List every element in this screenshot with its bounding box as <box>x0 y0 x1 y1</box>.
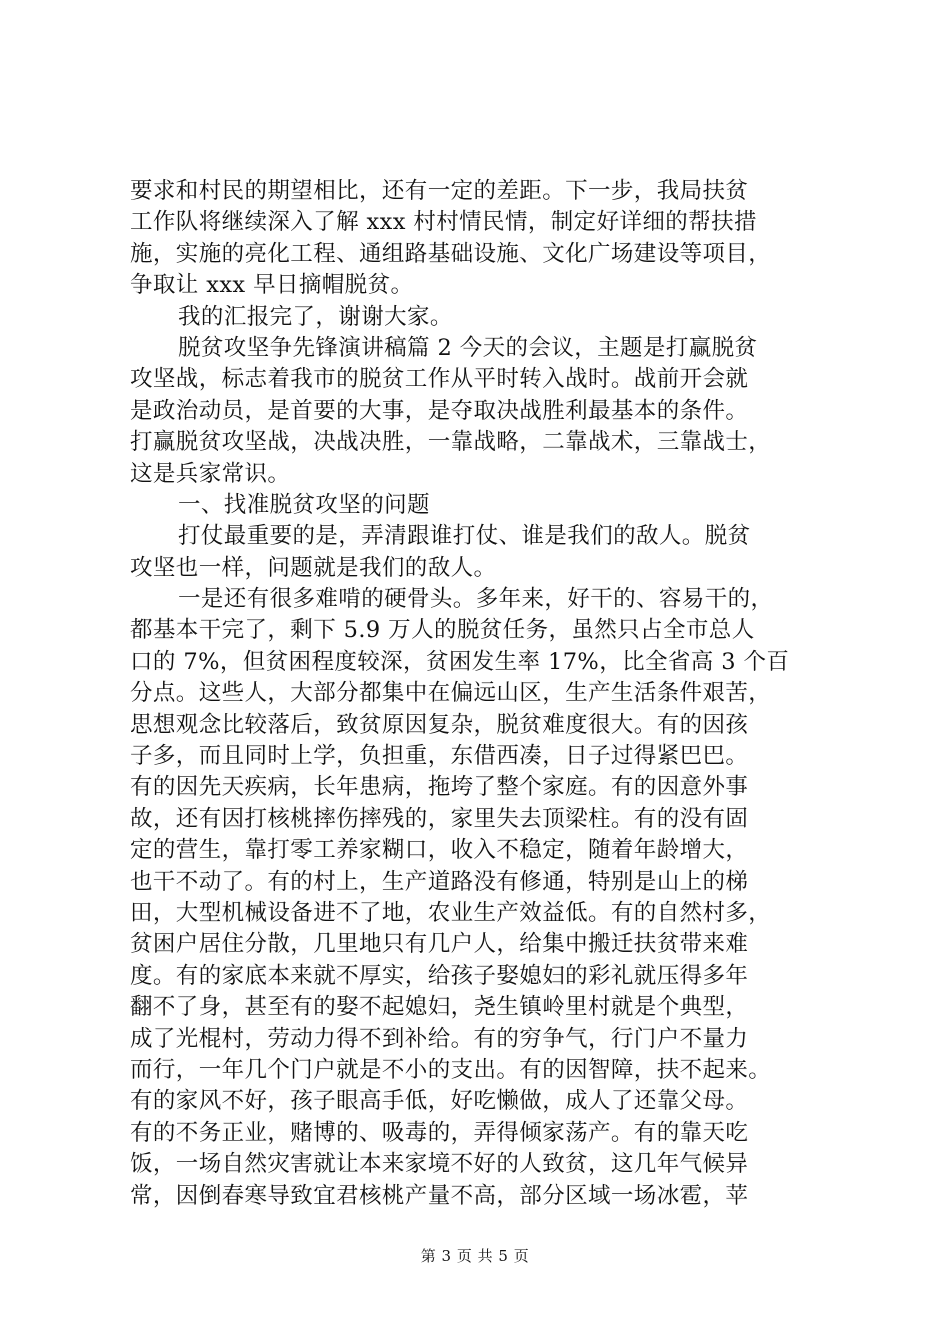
text-line: 定的营生，靠打零工养家糊口，收入不稳定，随着年龄增大， <box>130 837 749 864</box>
text-line: 田，大型机械设备进不了地，农业生产效益低。有的自然村多， <box>130 899 772 926</box>
text-line: 要求和村民的期望相比，还有一定的差距。下一步，我局扶贫 <box>130 178 749 204</box>
text-line: 脱贫攻坚争先锋演讲稿篇 2 今天的会议，主题是打赢脱贫 <box>178 334 758 361</box>
text-line: 成了光棍村，劳动力得不到补给。有的穷争气，行门户不量力 <box>130 1025 749 1052</box>
text-line: 思想观念比较落后，致贫原因复杂，脱贫难度很大。有的因孩 <box>130 711 749 738</box>
text-line: 也干不动了。有的村上，生产道路没有修通，特别是山上的梯 <box>130 868 749 895</box>
page-number-footer: 第 3 页 共 5 页 <box>420 1247 530 1265</box>
text-line: 饭，一场自然灾害就让本来家境不好的人致贫，这几年气候异 <box>130 1151 749 1178</box>
text-line: 故，还有因打核桃摔伤摔残的，家里失去顶梁柱。有的没有固 <box>130 805 749 832</box>
text-line: 攻坚也一样，问题就是我们的敌人。 <box>130 554 497 581</box>
text-line: 都基本干完了，剩下 5.9 万人的脱贫任务，虽然只占全市总人 <box>130 617 755 644</box>
text-line: 度。有的家底本来就不厚实，给孩子娶媳妇的彩礼就压得多年 <box>130 962 749 989</box>
text-line: 有的不务正业，赌博的、吸毒的，弄得倾家荡产。有的靠天吃 <box>130 1119 749 1146</box>
text-line: 有的家风不好，孩子眼高手低，好吃懒做，成人了还靠父母。 <box>130 1088 749 1115</box>
text-line: 子多，而且同时上学，负担重，东借西凑，日子过得紧巴巴。 <box>130 743 749 770</box>
text-line: 分点。这些人，大部分都集中在偏远山区，生产生活条件艰苦， <box>130 680 772 707</box>
text-line: 贫困户居住分散，几里地只有几户人，给集中搬迁扶贫带来难 <box>130 931 749 958</box>
text-line: 争取让 xxx 早日摘帽脱贫。 <box>130 272 414 299</box>
text-line: 施，实施的亮化工程、通组路基础设施、文化广场建设等项目， <box>130 240 772 267</box>
text-line: 口的 7%，但贫困程度较深，贫困发生率 17%，比全省高 3 个百 <box>130 648 790 675</box>
text-line: 而行，一年几个门户就是不小的支出。有的因智障，扶不起来。 <box>130 1056 772 1083</box>
text-line: 这是兵家常识。 <box>130 460 291 487</box>
text-line: 翻不了身，甚至有的娶不起媳妇，尧生镇岭里村就是个典型， <box>130 994 749 1021</box>
text-line: 是政治动员，是首要的大事，是夺取决战胜利最基本的条件。 <box>130 397 749 424</box>
section-heading: 一、找准脱贫攻坚的问题 <box>178 491 430 518</box>
text-line: 打仗最重要的是，弄清跟谁打仗、谁是我们的敌人。脱贫 <box>178 523 751 550</box>
text-line: 一是还有很多难啃的硬骨头。多年来，好干的、容易干的， <box>178 586 774 613</box>
text-line: 工作队将继续深入了解 xxx 村村情民情，制定好详细的帮扶措 <box>130 209 757 236</box>
text-line: 有的因先天疾病，长年患病，拖垮了整个家庭。有的因意外事 <box>130 774 749 801</box>
document-body <box>130 176 830 1212</box>
text-line: 打赢脱贫攻坚战，决战决胜，一靠战略，二靠战术，三靠战士， <box>130 429 772 456</box>
text-line: 我的汇报完了，谢谢大家。 <box>178 303 453 330</box>
text-line: 攻坚战，标志着我市的脱贫工作从平时转入战时。战前开会就 <box>130 366 749 393</box>
text-line: 常，因倒春寒导致宜君核桃产量不高，部分区域一场冰雹，苹 <box>130 1182 749 1209</box>
